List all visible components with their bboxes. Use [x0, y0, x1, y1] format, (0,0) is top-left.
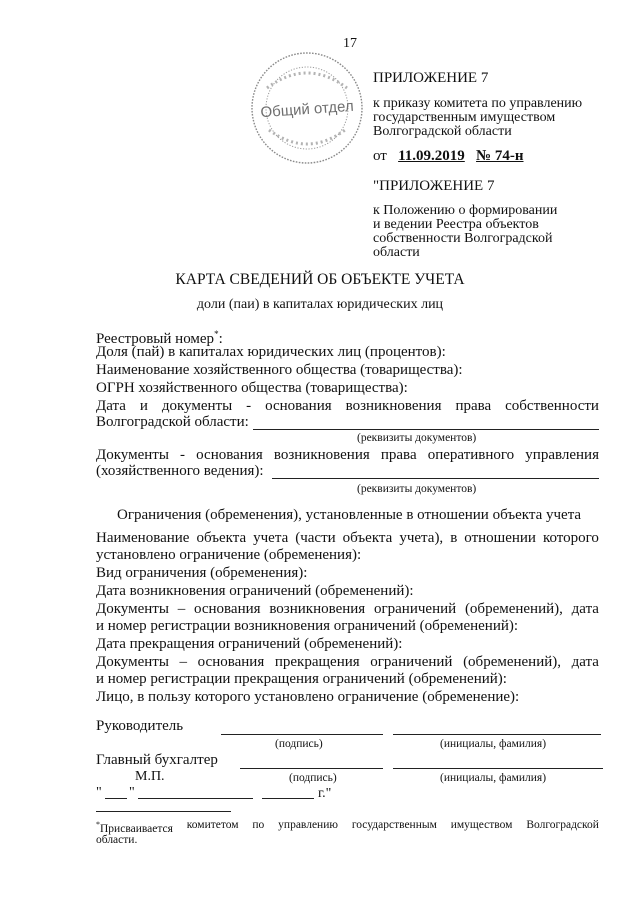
appendix-date-line: [373, 148, 524, 165]
restriction-kind: Вид ограничения (обременения):: [96, 565, 308, 581]
year-blank[interactable]: [262, 798, 314, 799]
object-name-line-1: [96, 530, 599, 547]
word: основания: [197, 654, 265, 670]
word: государственным: [351, 819, 437, 831]
word: прекращения: [274, 654, 360, 670]
appendix-line-2: государственным имуществом: [373, 110, 556, 125]
word: (обременений),: [464, 601, 563, 617]
office-stamp: [247, 48, 367, 168]
word: объекта: [196, 530, 247, 546]
word: учета),: [399, 530, 444, 546]
accountant-initials-caption: (инициалы, фамилия): [440, 772, 547, 784]
appendix2-line-3: собственности Волгоградской: [373, 231, 553, 246]
order-number: № 74-н: [476, 148, 524, 164]
word: объекта: [342, 530, 393, 546]
footnote-mark-bottom: *: [96, 820, 100, 829]
word: отношении: [464, 530, 536, 546]
head-initials-caption: (инициалы, фамилия): [440, 738, 547, 750]
start-docs-line-2: и номер регистрации возникновения ограничений (обременений):: [96, 618, 519, 634]
requisites-caption-1: (реквизиты документов): [357, 432, 477, 444]
word: Волгоградской: [526, 819, 599, 831]
word: -: [246, 398, 252, 414]
ownership-docs-line-1: [96, 398, 599, 415]
word: (обременений),: [463, 654, 562, 670]
appendix2-line-1: к Положению о формировании: [373, 203, 558, 218]
word: –: [179, 654, 188, 670]
order-date: 11.09.2019: [398, 148, 465, 164]
restriction-start-date: Дата возникновения ограничений (обременений):: [96, 583, 414, 599]
head-signature-caption: (подпись): [275, 738, 323, 750]
word: дата: [571, 601, 599, 617]
date-close-quote: ": [129, 785, 135, 800]
word: документы: [161, 398, 233, 414]
word: Документы: [96, 654, 169, 670]
operational-docs-line-2: (хозяйственного ведения):: [96, 463, 264, 479]
appendix-line-3: Волгоградской области: [373, 124, 512, 139]
word: права: [380, 447, 417, 463]
page-number: 17: [343, 36, 357, 51]
word: ограничений: [370, 654, 453, 670]
word: возникновения: [345, 398, 442, 414]
word: основания: [196, 447, 263, 463]
seal-place: М.П.: [135, 769, 165, 784]
appendix2-title: "ПРИЛОЖЕНИЕ 7: [373, 178, 495, 194]
end-docs-line-2: и номер регистрации прекращения ограничений (обременений):: [96, 671, 507, 687]
appendix-line-1: к приказу комитета по управлению: [373, 96, 583, 111]
head-initials-blank[interactable]: [393, 734, 601, 735]
document-subheading: доли (паи) в капиталах юридических лиц: [196, 297, 444, 312]
word: основания: [265, 398, 332, 414]
head-label: Руководитель: [96, 718, 184, 734]
head-signature-blank[interactable]: [221, 734, 383, 735]
footnote-line-2: области.: [96, 834, 138, 846]
start-docs-line-1: [96, 601, 599, 618]
day-blank[interactable]: [105, 798, 127, 799]
appendix2-line-2: и ведении Реестра объектов: [373, 217, 539, 232]
word: имуществом: [450, 819, 513, 831]
reg-number-colon: :: [218, 331, 223, 347]
ogrn-label: ОГРН хозяйственного общества (товарищества):: [96, 380, 408, 396]
word: оперативного: [427, 447, 515, 463]
company-name-label: Наименование хозяйственного общества (товарищества):: [96, 362, 463, 378]
word: Наименование: [96, 530, 190, 546]
appendix2-line-4: области: [373, 245, 420, 260]
restrictions-heading: Ограничения (обременения), установленные в отношении объекта учета: [117, 507, 582, 523]
word: учета: [253, 530, 289, 546]
accountant-initials-blank[interactable]: [393, 768, 603, 769]
word: Документы: [96, 601, 169, 617]
accountant-signature-blank[interactable]: [240, 768, 383, 769]
beneficiary-label: Лицо, в пользу которого установлено ограничение (обременение):: [96, 689, 520, 705]
word: и: [139, 398, 148, 414]
footnote-mark: *: [214, 329, 219, 339]
accountant-signature-caption: (подпись): [289, 772, 337, 784]
word: по: [252, 819, 265, 831]
word: основания: [193, 601, 261, 617]
word: комитетом: [186, 819, 239, 831]
word: Документы: [96, 447, 169, 463]
restriction-end-date: Дата прекращения ограничений (обременений):: [96, 636, 403, 652]
word: управлению: [278, 819, 338, 831]
word: в: [450, 530, 458, 546]
word: собственности: [505, 398, 599, 414]
end-docs-line-1: [96, 654, 599, 671]
word: дата: [571, 654, 599, 670]
document-heading: КАРТА СВЕДЕНИЙ ОБ ОБЪЕКТЕ УЧЕТА: [175, 271, 465, 288]
word: -: [180, 447, 186, 463]
word: возникновения: [269, 601, 366, 617]
operational-docs-line-1: [96, 447, 599, 464]
stamp-text: Общий отдел: [259, 97, 355, 122]
word: Дата: [96, 398, 126, 414]
requisites-caption-2: (реквизиты документов): [357, 483, 477, 495]
appendix-title: ПРИЛОЖЕНИЕ 7: [373, 70, 489, 86]
word: ограничений: [374, 601, 457, 617]
word: –: [177, 601, 186, 617]
accountant-label: Главный бухгалтер: [96, 752, 218, 768]
word: которого: [542, 530, 599, 546]
share-label: Доля (пай) в капиталах юридических лиц (процентов):: [96, 344, 446, 360]
word: (части: [295, 530, 336, 546]
word: управления: [525, 447, 599, 463]
month-blank[interactable]: [138, 798, 253, 799]
object-name-line-2: установлено ограничение (обременения):: [96, 547, 362, 563]
operational-docs-blank[interactable]: [272, 478, 599, 479]
footnote-separator: [96, 811, 231, 812]
ownership-docs-blank[interactable]: [253, 429, 599, 430]
word: Присваивается: [100, 822, 173, 835]
date-prefix: от: [373, 148, 387, 164]
ownership-docs-line-2: Волгоградской области:: [96, 414, 249, 430]
year-suffix: г.": [318, 786, 332, 801]
word: права: [455, 398, 492, 414]
footnote-line-1: [96, 818, 599, 836]
word: возникновения: [273, 447, 370, 463]
date-open-quote: ": [96, 785, 102, 800]
reg-number-text: Реестровый номер: [96, 331, 215, 347]
